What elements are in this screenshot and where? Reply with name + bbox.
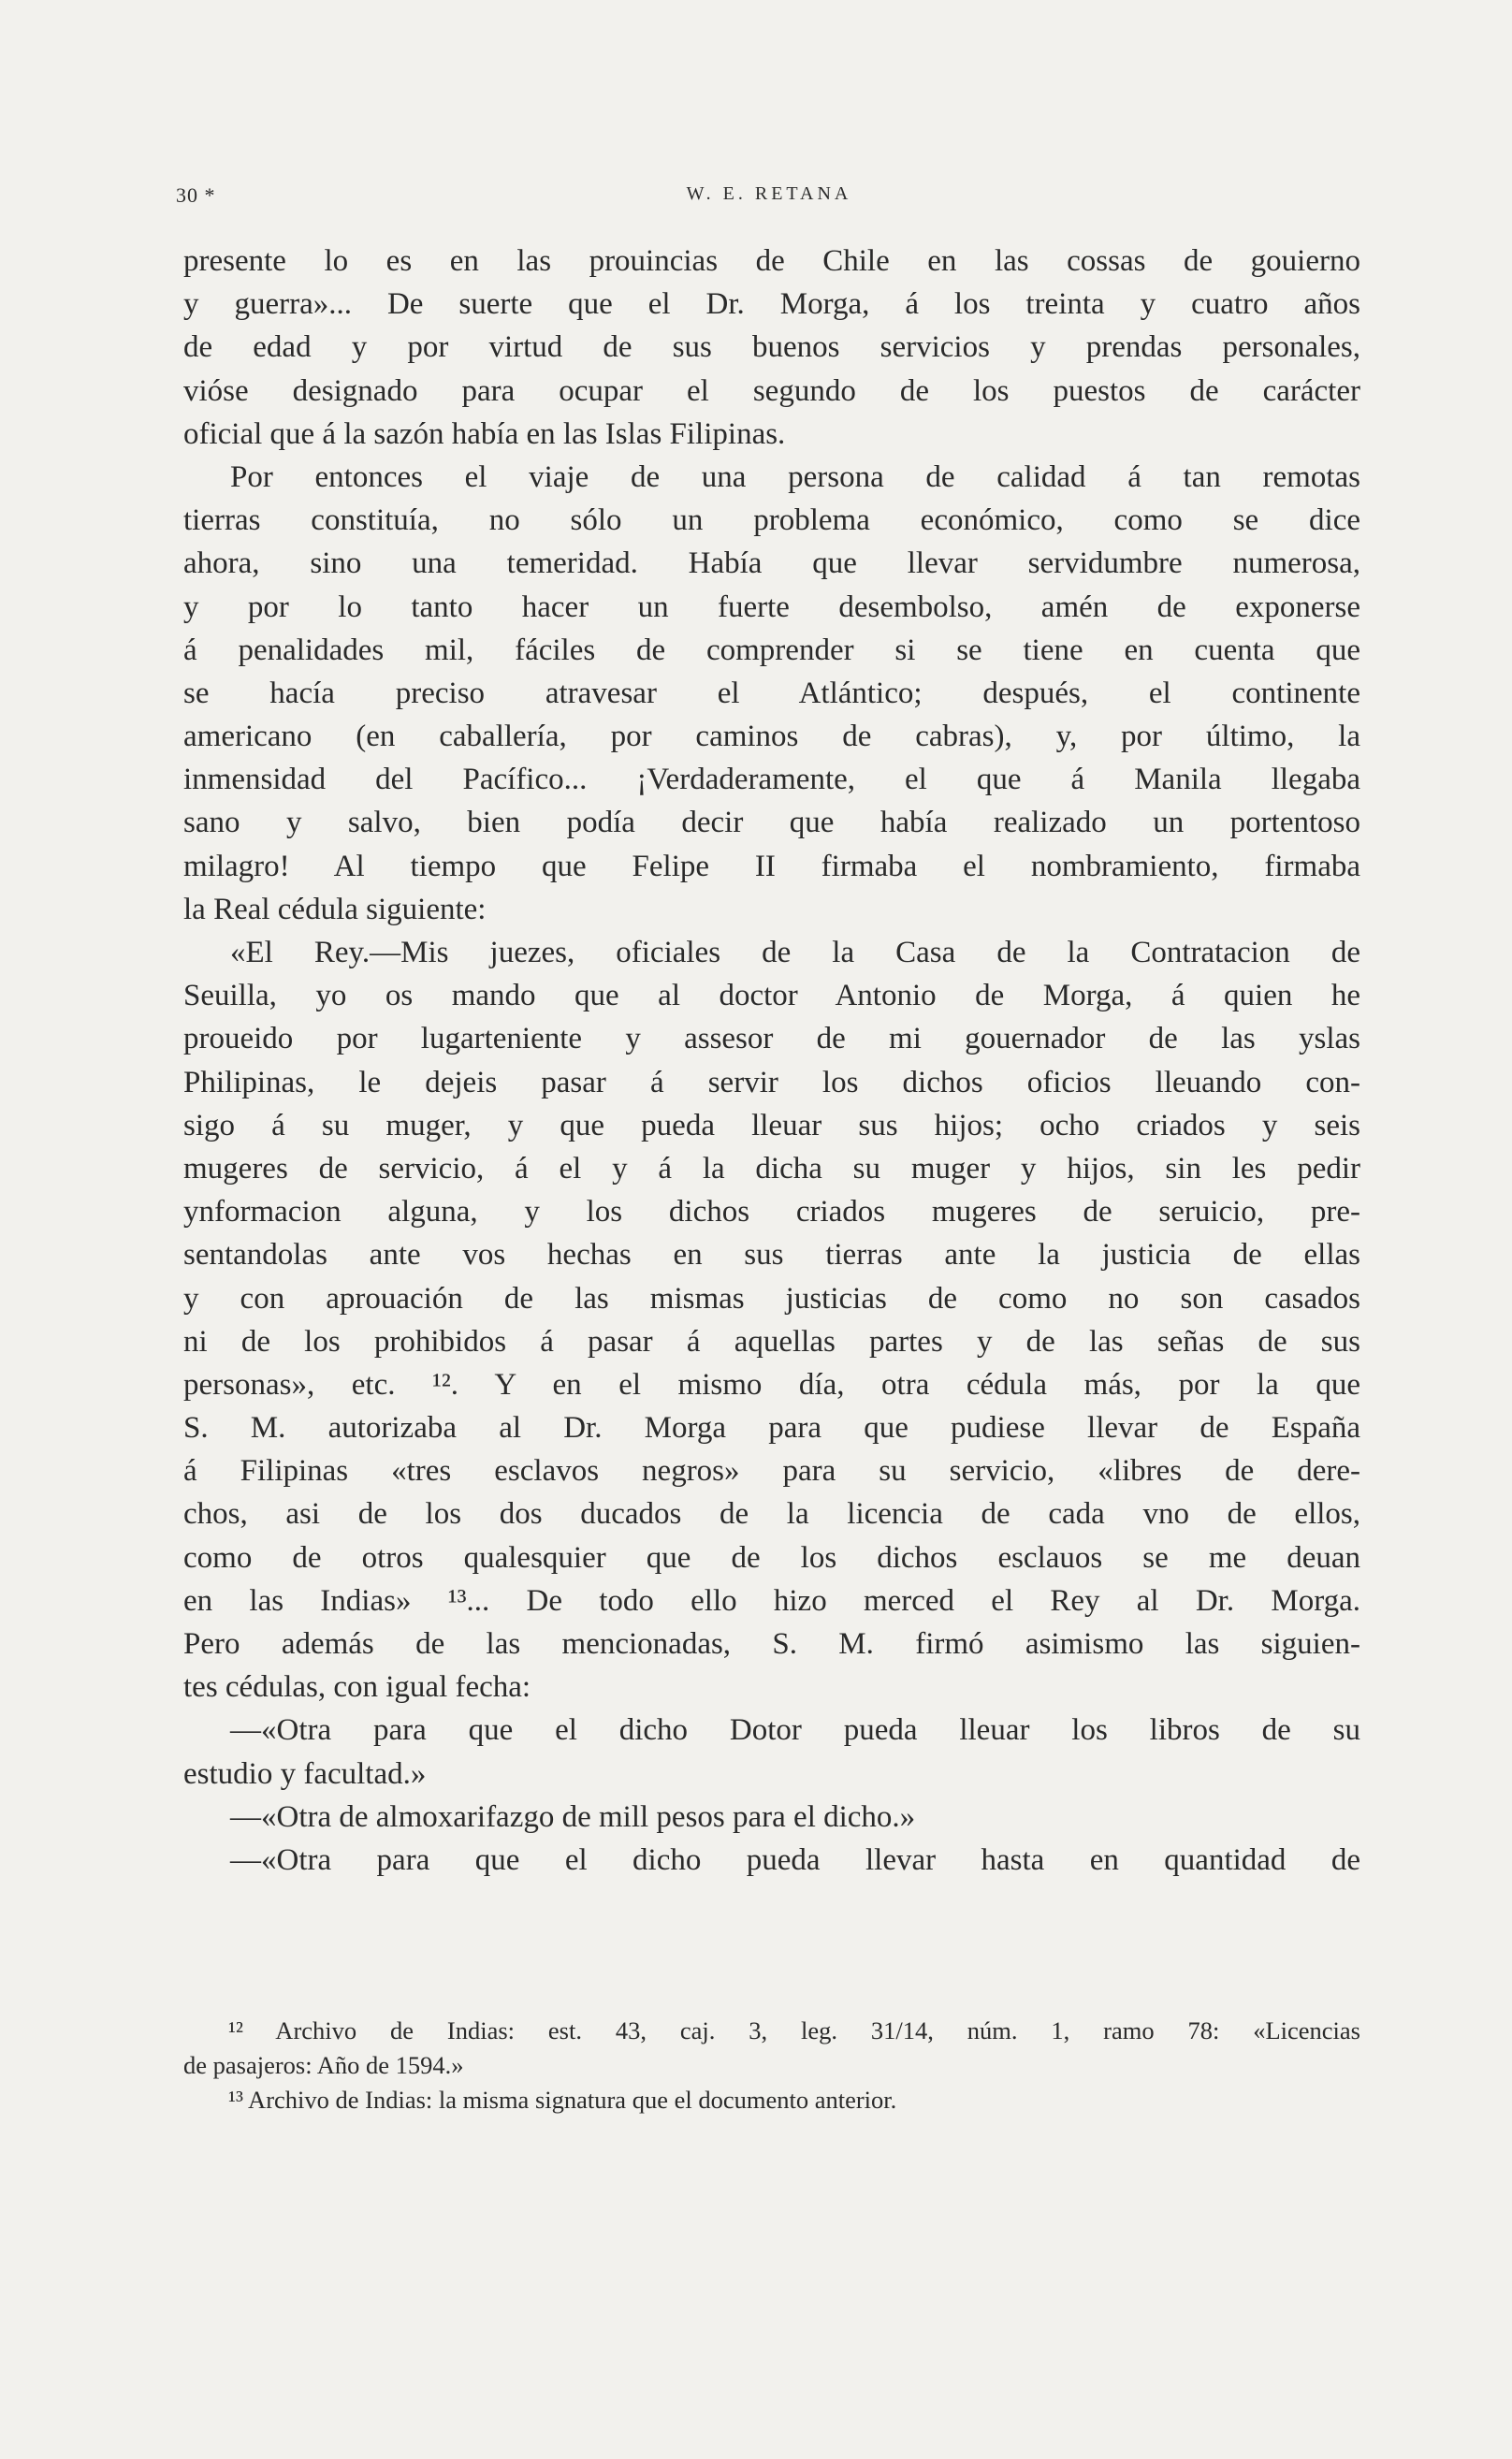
text-line: de edad y por virtud de sus buenos servicios y prendas personales,	[183, 330, 1360, 365]
text-line: sigo á su muger, y que pueda lleuar sus hijos; ocho criados y seis	[183, 1108, 1360, 1142]
text-line: y guerra»... De suerte que el Dr. Morga, á los treinta y cuatro años	[183, 287, 1360, 322]
text-line: y por lo tanto hacer un fuerte desembolso, amén de exponerse	[183, 589, 1360, 624]
text-line: presente lo es en las prouincias de Chile en las cossas de gouierno	[183, 244, 1360, 278]
text-line: personas», etc. ¹². Y en el mismo día, otra cédula más, por la que	[183, 1367, 1360, 1402]
text-line: mugeres de servicio, á el y á la dicha su muger y hijos, sin les pedir	[183, 1151, 1360, 1186]
text-line: sano y salvo, bien podía decir que había realizado un portentoso	[183, 806, 1360, 840]
text-line: oficial que á la sazón había en las Islas Filipinas.	[183, 416, 786, 451]
text-line: ynformacion alguna, y los dichos criados mugeres de seruicio, pre-	[183, 1195, 1360, 1230]
text-line: Philipinas, le dejeis pasar á servir los dichos oficios lleuando con-	[183, 1065, 1360, 1099]
footnote-line: ¹² Archivo de Indias: est. 43, caj. 3, leg. 31/14, núm. 1, ramo 78: «Licencias	[228, 2016, 1360, 2044]
text-line: sentandolas ante vos hechas en sus tierras ante la justicia de ellas	[183, 1238, 1360, 1273]
text-line: vióse designado para ocupar el segundo de los puestos de carácter	[183, 373, 1360, 408]
footnotes	[183, 2014, 1360, 2117]
text-line: estudio y facultad.»	[183, 1756, 427, 1791]
text-line: y con aprouación de las mismas justicias de como no son casados	[183, 1281, 1360, 1316]
text-line: inmensidad del Pacífico... ¡Verdaderamente, el que á Manila llegaba	[183, 763, 1360, 797]
text-line: se hacía preciso atravesar el Atlántico; después, el continente	[183, 676, 1360, 710]
text-line: á penalidades mil, fáciles de comprender si se tiene en cuenta que	[183, 633, 1360, 667]
text-line: Por entonces el viaje de una persona de calidad á tan remotas	[230, 459, 1360, 494]
text-line: proueido por lugarteniente y assesor de mi gouernador de las yslas	[183, 1022, 1360, 1056]
running-head: W. E. RETANA	[686, 183, 852, 204]
page-number: 30 *	[176, 183, 216, 207]
page-header	[176, 183, 1362, 221]
footnote-line: de pasajeros: Año de 1594.»	[183, 2051, 464, 2079]
text-line: en las Indias» ¹³... De todo ello hizo merced el Rey al Dr. Morga.	[183, 1583, 1360, 1618]
text-line: la Real cédula siguiente:	[183, 892, 487, 926]
text-line: —«Otra para que el dicho pueda llevar hasta en quantidad de	[230, 1842, 1360, 1877]
body-text	[183, 240, 1360, 1882]
text-line: S. M. autorizaba al Dr. Morga para que pudiese llevar de España	[183, 1411, 1360, 1446]
text-line: —«Otra para que el dicho Dotor pueda lleuar los libros de su	[230, 1713, 1360, 1748]
footnote-line: ¹³ Archivo de Indias: la misma signatura que el documento anterior.	[228, 2086, 897, 2114]
text-line: milagro! Al tiempo que Felipe II firmaba el nombramiento, firmaba	[183, 849, 1360, 883]
text-line: chos, asi de los dos ducados de la licencia de cada vno de ellos,	[183, 1497, 1360, 1532]
text-line: como de otros qualesquier que de los dichos esclauos se me deuan	[183, 1540, 1360, 1575]
text-line: ni de los prohibidos á pasar á aquellas partes y de las señas de sus	[183, 1324, 1360, 1359]
text-line: «El Rey.—Mis juezes, oficiales de la Casa de la Contratacion de	[230, 936, 1360, 969]
text-line: tierras constituía, no sólo un problema económico, como se dice	[183, 503, 1360, 538]
text-line: —«Otra de almoxarifazgo de mill pesos para el dicho.»	[230, 1799, 916, 1834]
text-line: tes cédulas, con igual fecha:	[183, 1670, 531, 1705]
text-line: ahora, sino una temeridad. Había que llevar servidumbre numerosa,	[183, 546, 1360, 581]
text-line: Seuilla, yo os mando que al doctor Antonio de Morga, á quien he	[183, 979, 1360, 1013]
text-line: á Filipinas «tres esclavos negros» para su servicio, «libres de dere-	[183, 1454, 1360, 1489]
text-line: Pero además de las mencionadas, S. M. firmó asimismo las siguien-	[183, 1627, 1360, 1661]
text-line: americano (en caballería, por caminos de cabras), y, por último, la	[183, 720, 1360, 754]
